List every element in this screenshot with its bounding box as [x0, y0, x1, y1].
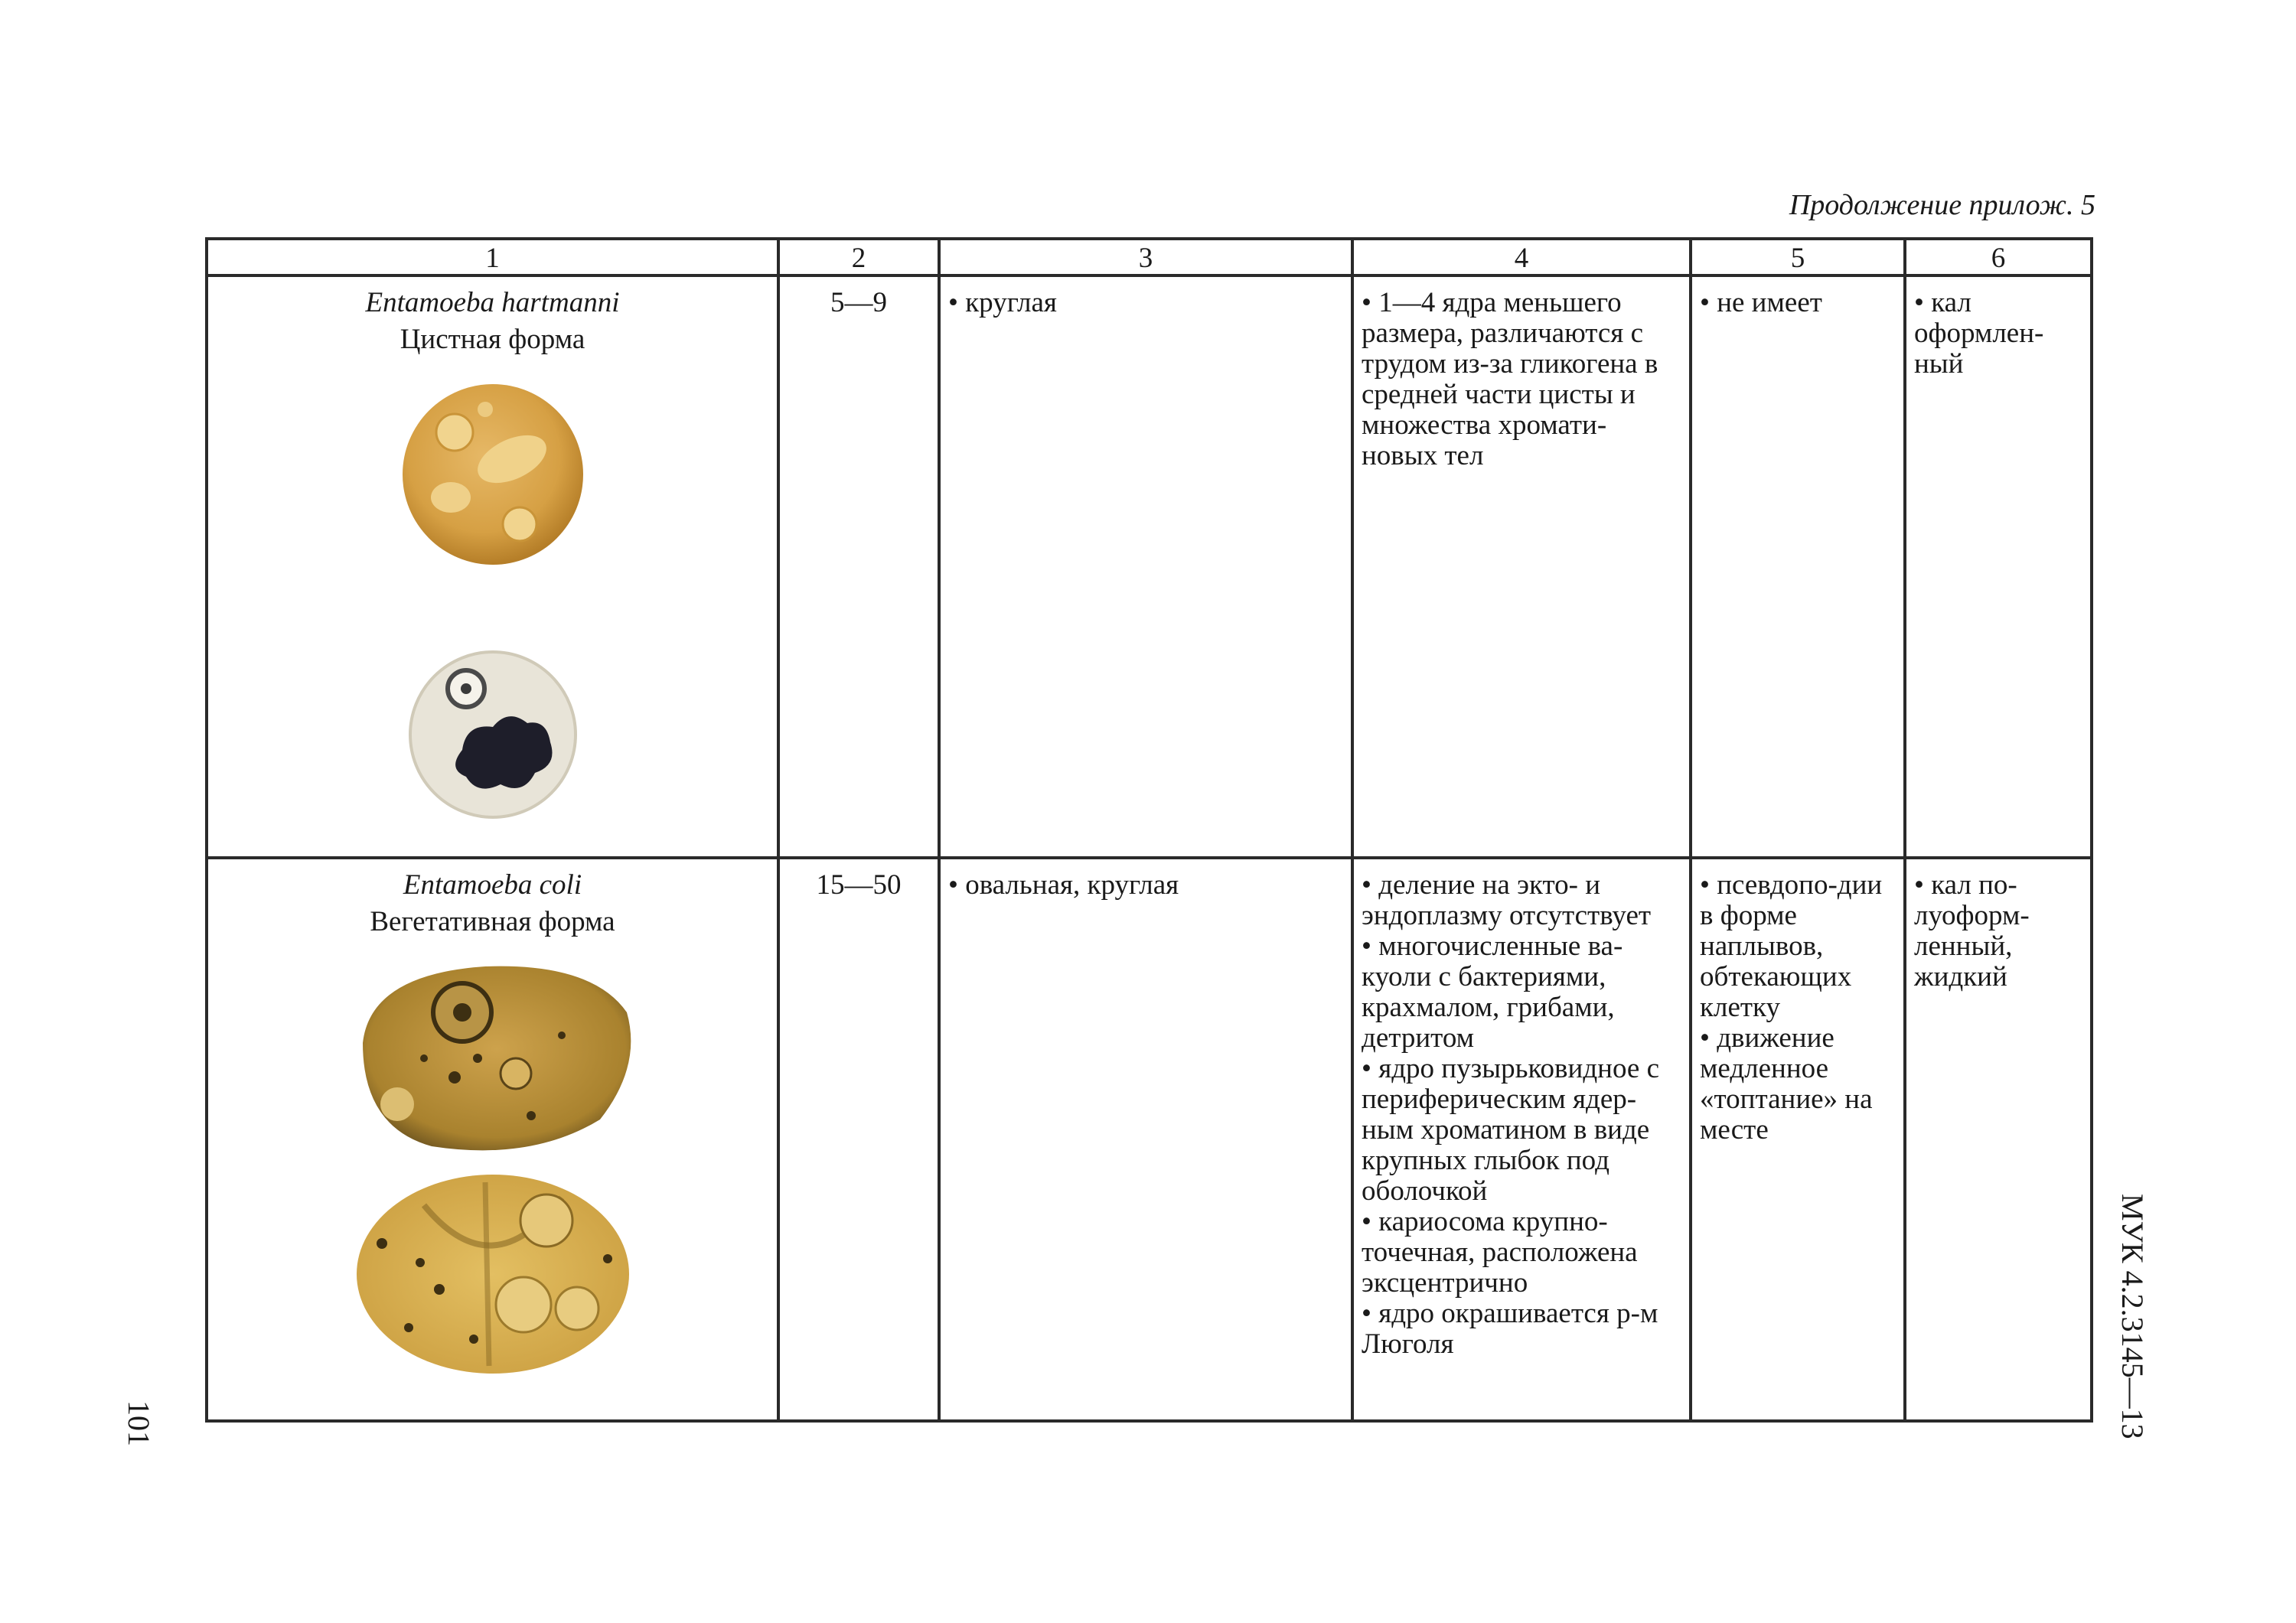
page-number: 101: [122, 1400, 156, 1446]
motility-item: • движение медленное «топтание» на месте: [1700, 1022, 1873, 1146]
column-header: 6: [1905, 239, 2092, 275]
shape-item: • круглая: [948, 287, 1057, 318]
nucleus-item: • ядро пузырьковидное с периферическим ядер-ным хроматином в виде крупных глыбок под оболочкой: [1362, 1053, 1659, 1207]
parasite-table: [205, 237, 2093, 1423]
nucleus-item: • ядро окрашивается р-м Люголя: [1362, 1298, 1658, 1360]
trophozoite-micrograph-top: [340, 951, 646, 1165]
size-cell: 5—9: [778, 275, 939, 858]
species-name: Entamoeba coli: [403, 869, 582, 901]
trophozoite-micrograph-bottom: [347, 1167, 638, 1381]
nucleus-item: • многочисленные ва-куоли с бактериями, крахмалом, грибами, детритом: [1362, 930, 1623, 1054]
stool-item: • кал по-луоформ-ленный, жидкий: [1914, 869, 2030, 992]
species-cell: [207, 275, 778, 858]
appendix-caption: Продолжение прилож. 5: [1789, 189, 2095, 221]
nucleus-cell: [1352, 858, 1691, 1421]
table-header-row: [207, 239, 2092, 275]
stool-cell: [1905, 275, 2092, 858]
nucleus-cell: [1352, 275, 1691, 858]
cyst-micrograph-iodine: [378, 375, 608, 574]
column-header: 4: [1352, 239, 1691, 275]
column-header: 3: [939, 239, 1352, 275]
column-header: 5: [1691, 239, 1905, 275]
table-row: [207, 858, 2092, 1421]
motility-cell: [1691, 275, 1905, 858]
species-cell: [207, 858, 778, 1421]
motility-item: • не имеет: [1700, 287, 1822, 318]
stool-item: • кал оформлен-ный: [1914, 287, 2044, 380]
motility-cell: [1691, 858, 1905, 1421]
table-row: [207, 275, 2092, 858]
nucleus-item: • деление на экто- и эндоплазму отсутствует: [1362, 869, 1652, 931]
species-name: Entamoeba hartmanni: [365, 287, 620, 318]
shape-cell: [939, 275, 1352, 858]
stool-cell: [1905, 858, 2092, 1421]
nucleus-item: • кариосома крупно-точечная, расположена эксцентрично: [1362, 1206, 1638, 1299]
shape-cell: [939, 858, 1352, 1421]
form-name: Цистная форма: [400, 324, 585, 355]
form-name: Вегетативная форма: [370, 906, 615, 937]
nucleus-item: • 1—4 ядра меньшего размера, различаются с трудом из-за гликогена в средней части цисты и множества хромати-новых тел: [1362, 287, 1658, 471]
size-cell: 15—50: [778, 858, 939, 1421]
document-code: МУК 4.2.3145—13: [2115, 1194, 2150, 1439]
column-header: 2: [778, 239, 939, 275]
cyst-micrograph-stained: [393, 643, 592, 826]
shape-item: • овальная, круглая: [948, 869, 1179, 901]
motility-item: • псевдопо-дии в форме наплывов, обтекающих клетку: [1700, 869, 1883, 1023]
column-header: 1: [207, 239, 778, 275]
